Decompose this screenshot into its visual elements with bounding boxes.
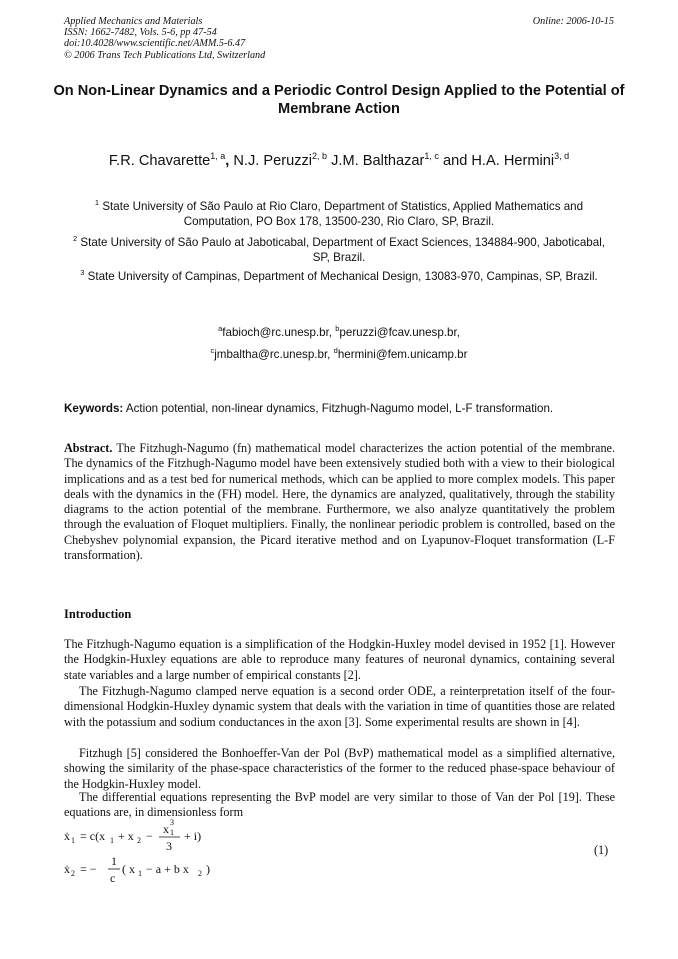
journal-meta: [64, 16, 265, 61]
author-list: [30, 153, 648, 169]
body-paragraph: Fitzhugh [5] considered the Bonhoeffer-Van der Pol (BvP) mathematical model as a simplified alternative, showing the similarity of the phase-space characteristics of the former to the reduced phase-space behaviour of the Hodgkin-Huxley model.: [64, 746, 615, 791]
email-mark: b: [335, 324, 340, 333]
email-mark: c: [210, 346, 215, 355]
body-paragraph: The Fitzhugh-Nagumo equation is a simplification of the Hodgkin-Huxley model devised in 1952 [1]. However the Hodgkin-Huxley equations are able to reproduce many features of neuronal dynamics, containing several state variables and a large number of empirical constants [2].: [64, 637, 615, 682]
eq-subscript: 2: [137, 836, 141, 845]
email-address[interactable]: hermini@fem.unicamp.br: [337, 348, 468, 361]
eq-lhs: ẋ: [64, 829, 70, 843]
author-affil-mark: 1, a: [210, 151, 226, 161]
email-mark: d: [333, 346, 338, 355]
eq-term: − a + b x: [146, 862, 189, 876]
email-line: [40, 348, 638, 361]
abstract: [64, 441, 615, 563]
eq-lhs: ẋ: [64, 862, 70, 876]
affiliation: [70, 269, 608, 284]
eq-term: = −: [80, 862, 97, 876]
author-name: N.J. Peruzzi: [233, 153, 313, 169]
author-name: J.M. Balthazar: [331, 153, 425, 169]
body-paragraph: The differential equations representing the BvP model are very similar to those of Van der Pol [19]. These equations are, in dimensionless form: [64, 790, 615, 820]
affiliation: [70, 235, 608, 265]
body-paragraph: The Fitzhugh-Nagumo clamped nerve equation is a second order ODE, a reinterpretation itself of the four-dimensional Hodgkin-Huxley dynamic system that deals with the variation in time of quantities those are related with the potassium and sodium conductances in the axon [3]. Some experimental results are shown in [4].: [64, 684, 615, 729]
affiliation: [70, 199, 608, 229]
author-name: H.A. Hermini: [471, 153, 555, 169]
author-affil-mark: 2, b: [312, 151, 328, 161]
equation-number: (1): [594, 843, 609, 857]
eq-subscript: 1: [71, 836, 75, 845]
author-affil-mark: 1, c: [424, 151, 439, 161]
keywords-text: Action potential, non-linear dynamics, Fitzhugh-Nagumo model, L-F transformation.: [125, 402, 554, 415]
issn-line: ISSN: 1662-7482, Vols. 5-6, pp 47-54: [64, 27, 217, 39]
eq-subscript: 2: [71, 869, 75, 878]
abstract-label: Abstract.: [64, 441, 113, 455]
keywords: [64, 402, 553, 415]
eq-subscript: 2: [198, 869, 202, 878]
eq-term: = c(x: [80, 829, 106, 843]
eq-subscript: 1: [110, 836, 114, 845]
email-address[interactable]: fabioch@rc.unesp.br,: [222, 326, 333, 339]
eq-term: ( x: [122, 862, 135, 876]
copyright-line: © 2006 Trans Tech Publications Ltd, Switzerland: [64, 49, 266, 61]
author-separator: and: [438, 153, 472, 169]
affiliation-number: 1: [94, 198, 100, 207]
eq-superscript: 3: [170, 818, 174, 827]
abstract-text: The Fitzhugh-Nagumo (fn) mathematical model characterizes the action potential of the membrane. The dynamics of the Fitzhugh-Nagumo model have been extensively studied both with a view to their biological implications and as a test bed for numerical methods, which can be applied to more complex models. This paper deals with the dynamics in the (FH) model. Here, the dynamics are analyzed, qualitatively, through the stability diagrams to the action potential of the membrane. Furthermore, we also analyze quantitatively the problem through the evaluation of Floquet multipliers. Finally, the nonlinear periodic problem is controlled, based on the Chebyshev polynomial expansion, the Picard iterative method and on Lyapunov-Floquet transformation (L-F transformation).: [64, 441, 615, 563]
doi-line: doi:10.4028/www.scientific.net/AMM.5-6.47: [64, 38, 246, 50]
affiliation-number: 3: [80, 268, 85, 277]
eq-term: + x: [118, 829, 134, 843]
email-address[interactable]: jmbaltha@rc.unesp.br,: [214, 348, 331, 361]
eq-frac-den: 3: [166, 839, 172, 853]
eq-frac-num: x: [163, 822, 169, 836]
eq-term: + i): [184, 829, 202, 843]
keywords-label: Keywords:: [64, 402, 124, 415]
affiliation-text: State University of São Paulo at Rio Claro, Department of Statistics, Applied Mathematics and Computation, PO Box 178, 13500-230, Rio Claro, SP, Brazil.: [102, 200, 584, 228]
email-line: [40, 326, 638, 339]
journal-name: Applied Mechanics and Materials: [64, 16, 203, 27]
paper-title: On Non-Linear Dynamics and a Periodic Control Design Applied to the Potential of Membrane Action: [53, 83, 625, 117]
author-separator: ,: [225, 153, 234, 169]
affiliation-number: 2: [72, 234, 78, 243]
email-address[interactable]: peruzzi@fcav.unesp.br,: [339, 326, 460, 339]
affiliation-text: State University of Campinas, Department of Mechanical Design, 13083-970, Campinas, SP, Brazil.: [87, 270, 598, 283]
email-mark: a: [218, 324, 223, 333]
eq-subscript: 1: [170, 828, 174, 837]
author-name: F.R. Chavarette: [108, 153, 211, 169]
eq-frac-den: c: [110, 871, 116, 885]
section-heading-introduction: Introduction: [64, 607, 132, 621]
eq-subscript: 1: [138, 869, 142, 878]
affiliation-text: State University of São Paulo at Jaboticabal, Department of Exact Sciences, 134884-900, Jaboticabal, SP, Brazil.: [80, 236, 605, 264]
eq-frac-num: 1: [111, 854, 117, 868]
author-affil-mark: 3, d: [554, 151, 570, 161]
eq-operator: −: [146, 829, 153, 843]
online-date: Online: 2006-10-15: [532, 16, 614, 27]
equation-1: [60, 818, 280, 886]
eq-term: ): [206, 862, 210, 876]
